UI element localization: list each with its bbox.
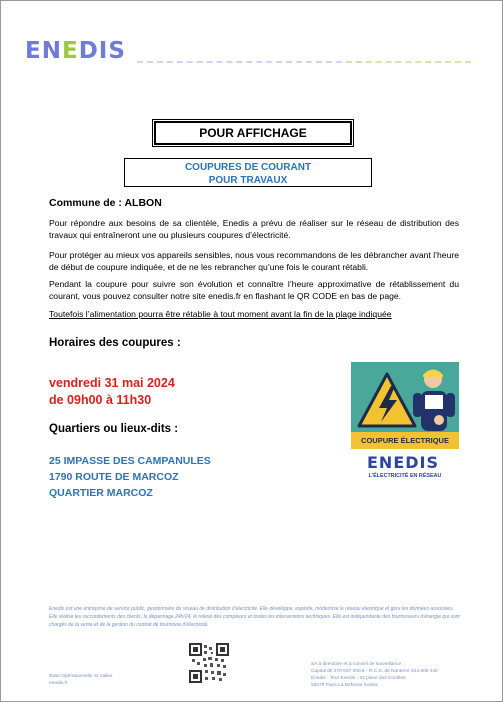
- horaires-label: Horaires des coupures :: [49, 337, 181, 349]
- outage-date: vendredi 31 mai 2024: [49, 376, 175, 390]
- paragraph-intro: Pour répondre aux besoins de sa clientèle, Enedis a prévu de réaliser sur le réseau de distribution des travaux qui entraîneront une ou plusieurs coupures d’électricité.: [49, 218, 459, 240]
- address-item: QUARTIER MARCOZ: [49, 487, 153, 499]
- address-list: [49, 453, 211, 501]
- footer-legal-3: Enedis - Tour Enedis - 34 place des Corolles: [311, 676, 406, 681]
- paragraph-protect: Pour protéger au mieux vos appareils sensibles, nous vous recommandons de les débrancher avant l’heure de début de coupure indiquée, et de ne les rebrancher qu’une fois le courant rétabli.: [49, 250, 459, 272]
- footer-legal-4: 92079 Paris La Défense Cedex: [311, 683, 378, 688]
- footer-left: [49, 673, 113, 687]
- enedis-tagline: L’ÉLECTRICITÉ EN RÉSEAU: [368, 473, 442, 479]
- commune-line: [49, 197, 162, 209]
- footer-base: Base Opérationnelle St Vallier: [49, 674, 113, 679]
- paragraph-warning: Toutefois l’alimentation pourra être rétablie à tout moment avant la fin de la plage indiquée: [49, 309, 392, 319]
- paragraph-follow: Pendant la coupure pour suivre son évolution et connaître l’heure approximative de rétablissement du courant, vous pouvez consulter notre site enedis.fr en flashant le QR CODE en bas de page.: [49, 279, 459, 301]
- subject-line-2: POUR TRAVAUX: [208, 175, 288, 186]
- commune-label: Commune de :: [49, 197, 122, 209]
- quartiers-label: Quartiers ou lieux-dits :: [49, 423, 179, 435]
- footer-legal-2: Capital de 270 037 000 € - R.C.S. de Nanterre 444 608 442: [311, 669, 438, 674]
- footer-legal-1: SA à directoire et à conseil de surveillance: [311, 662, 402, 667]
- coupure-band: COUPURE ÉLECTRIQUE: [351, 432, 459, 449]
- subject-box: [124, 158, 372, 187]
- header-divider-accent: [346, 61, 471, 63]
- commune-value: ALBON: [124, 197, 162, 209]
- address-item: 25 IMPASSE DES CAMPANULES: [49, 455, 211, 467]
- enedis-brand-small: ENEDIS: [367, 453, 440, 472]
- footer-website[interactable]: enedis.fr: [49, 681, 68, 686]
- outage-schedule: [49, 375, 175, 409]
- outage-time: de 09h00 à 11h30: [49, 393, 152, 407]
- qr-code-icon[interactable]: [189, 643, 229, 683]
- subject-line-1: COUPURES DE COURANT: [184, 162, 312, 173]
- footer-right: [311, 661, 438, 689]
- enedis-logo: ENEDIS: [25, 38, 126, 64]
- legal-text: Enedis est une entreprise de service public, gestionnaire du réseau de distribution d’électricité. Elle développe, exploite, modernise le réseau électrique et gère les données associées. Elle réalise les raccordements des clients, le dépannage 24h/24, le relevé des compteurs et toutes les interventions techniques. Elle est indépendante des fournisseurs d’énergie qui sont chargés de la vente et de la gestion du contrat de fourniture d’électricité.: [49, 606, 460, 628]
- address-item: 1790 ROUTE DE MARCOZ: [49, 471, 179, 483]
- page-title: POUR AFFICHAGE: [154, 121, 352, 145]
